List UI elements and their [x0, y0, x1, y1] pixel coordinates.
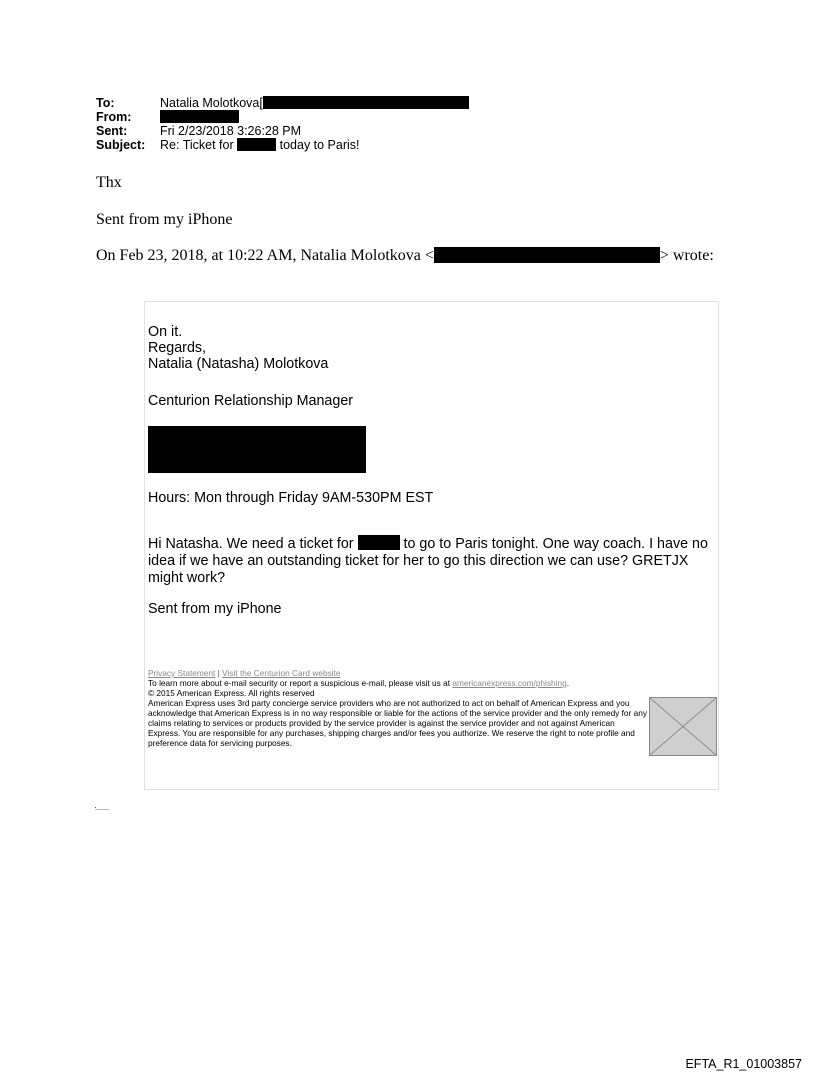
quoted-line-on-it: On it. — [148, 324, 183, 340]
from-label: From: — [96, 110, 132, 124]
stray-mark — [95, 807, 109, 810]
redaction-passenger-name — [358, 535, 400, 550]
subject-suffix: today to Paris! — [279, 138, 360, 152]
reply-body: Thx — [96, 174, 122, 191]
quoted-hours: Hours: Mon through Friday 9AM-530PM EST — [148, 490, 434, 506]
quoted-message — [144, 301, 719, 790]
to-value: Natalia Molotkova[ — [160, 96, 263, 110]
broken-image-icon — [649, 697, 717, 756]
to-label: To: — [96, 96, 115, 110]
redaction-sender-email — [434, 247, 660, 263]
redaction-subject — [237, 138, 276, 151]
quoted-body — [148, 324, 718, 617]
subject-row — [96, 138, 469, 152]
quote-intro-prefix: On Feb 23, 2018, at 10:22 AM, Natalia Molotkova < — [96, 247, 434, 264]
sent-row — [96, 124, 469, 138]
email-header — [96, 96, 469, 152]
quoted-request — [148, 535, 718, 587]
request-prefix: Hi Natasha. We need a ticket for — [148, 536, 354, 552]
quote-intro-suffix: > wrote: — [659, 247, 714, 264]
security-notice — [148, 678, 718, 688]
centurion-website-link[interactable]: Visit the Centurion Card website — [222, 668, 341, 678]
from-row — [96, 110, 469, 124]
security-notice-text: To learn more about e-mail security or report a suspicious e-mail, please visit us at — [148, 678, 451, 688]
amex-footer — [148, 668, 718, 748]
quoted-title: Centurion Relationship Manager — [148, 393, 354, 409]
request-suffix: to go to Paris tonight. One way coach. I have no idea if we have an outstanding ticket for her to go this direction we can use? GRETJX might work? — [148, 536, 708, 586]
footer-links — [148, 668, 718, 678]
privacy-statement-link[interactable]: Privacy Statement — [148, 668, 216, 678]
disclaimer: American Express uses 3rd party concierge service providers who are not authorized to act on behalf of American Express and you acknowledge that American Express is in no way responsible or liable for the actions of the service provider and the only remedy for any claims relating to services or products provided by the service provider is against the service provider and not against American Express. You are responsible for any purchases, shipping charges and/or fees you authorize. We reserve the right to note profile and preference data for servicing purposes. — [148, 698, 647, 748]
to-row — [96, 96, 469, 110]
redaction-contact-block — [148, 426, 366, 473]
copyright: © 2015 American Express. All rights reserved — [148, 688, 315, 698]
sent-value: Fri 2/23/2018 3:26:28 PM — [160, 124, 302, 138]
document-id: EFTA_R1_01003857 — [685, 1057, 802, 1071]
quoted-line-regards: Regards, — [148, 340, 207, 356]
subject-label: Subject: — [96, 138, 146, 152]
quoted-line-name: Natalia (Natasha) Molotkova — [148, 356, 329, 372]
sent-label: Sent: — [96, 124, 128, 138]
redaction-to-email — [263, 96, 469, 109]
security-notice-end: . — [566, 678, 570, 688]
redaction-from — [160, 110, 239, 123]
subject-prefix: Re: Ticket for — [160, 138, 234, 152]
phishing-link[interactable]: americanexpress.com/phishing — [452, 678, 567, 688]
quote-intro — [96, 247, 714, 265]
quoted-signature: Sent from my iPhone — [148, 601, 282, 617]
reply-signature: Sent from my iPhone — [96, 211, 233, 228]
footer-separator: | — [217, 668, 220, 678]
